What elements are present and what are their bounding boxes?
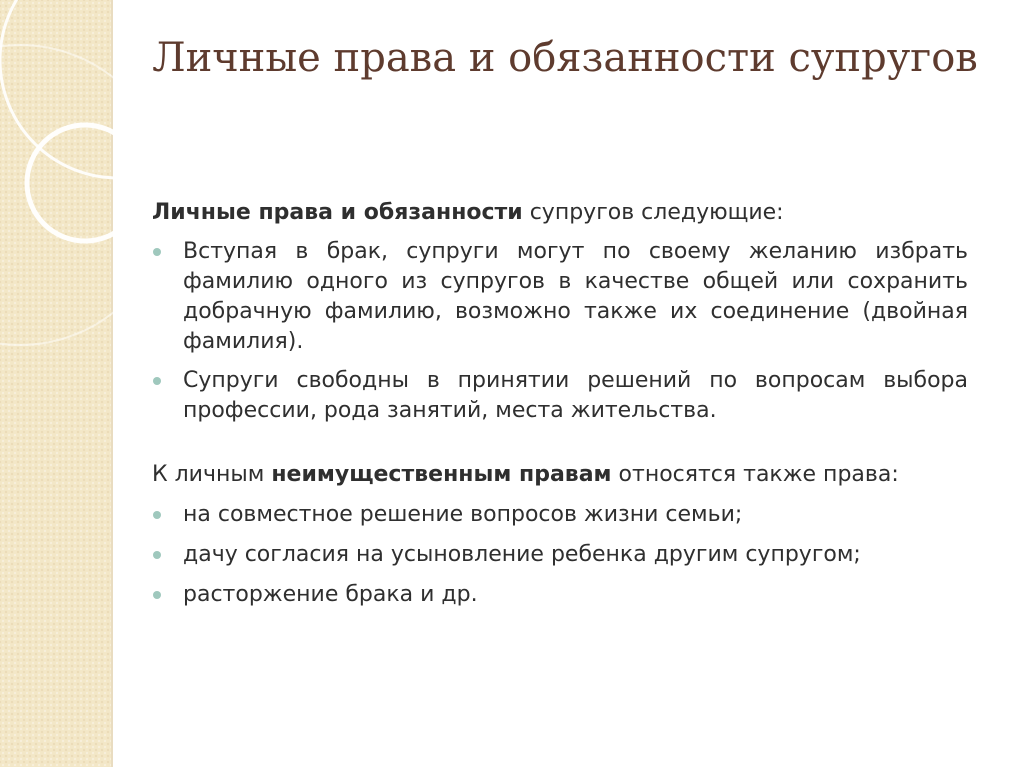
decorative-circles-graphic [0,0,113,767]
section1-bullet-list [152,237,968,426]
section1-intro [152,198,968,228]
section2-intro [152,460,968,490]
list-item [152,540,968,570]
section2-bullet-list [152,500,968,610]
bullet-text: дачу согласия на усыновление ребенка другим супругом; [183,542,861,567]
slide-body [152,198,968,610]
bullet-text: Супруги свободны в принятии решений по вопросам выбора профессии, рода занятий, места жительства. [183,368,968,423]
bullet-text: Вступая в брак, супруги могут по своему желанию избрать фамилию одного из супругов в качестве общей или сохранить добрачную фамилию, возможно также их соединение (двойная фамилия). [183,239,968,354]
section1-intro-text: супругов следующие: [522,200,784,225]
bullet-dot-icon [153,248,161,256]
bullet-dot-icon [153,511,161,519]
list-item [152,580,968,610]
list-item [152,366,968,426]
section2-intro-bold: неимущественным правам [271,462,612,487]
bullet-text: расторжение брака и др. [183,582,478,607]
bullet-dot-icon [153,591,161,599]
bullet-dot-icon [153,551,161,559]
list-item [152,237,968,357]
bullet-text: на совместное решение вопросов жизни семьи; [183,502,743,527]
section2-intro-pre: К личным [152,462,272,487]
list-item [152,500,968,530]
bullet-dot-icon [153,377,161,385]
section1-intro-bold: Личные права и обязанности [152,200,523,225]
section2-intro-post: относятся также права: [611,462,899,487]
slide-title: Личные права и обязанности супругов [152,35,978,81]
